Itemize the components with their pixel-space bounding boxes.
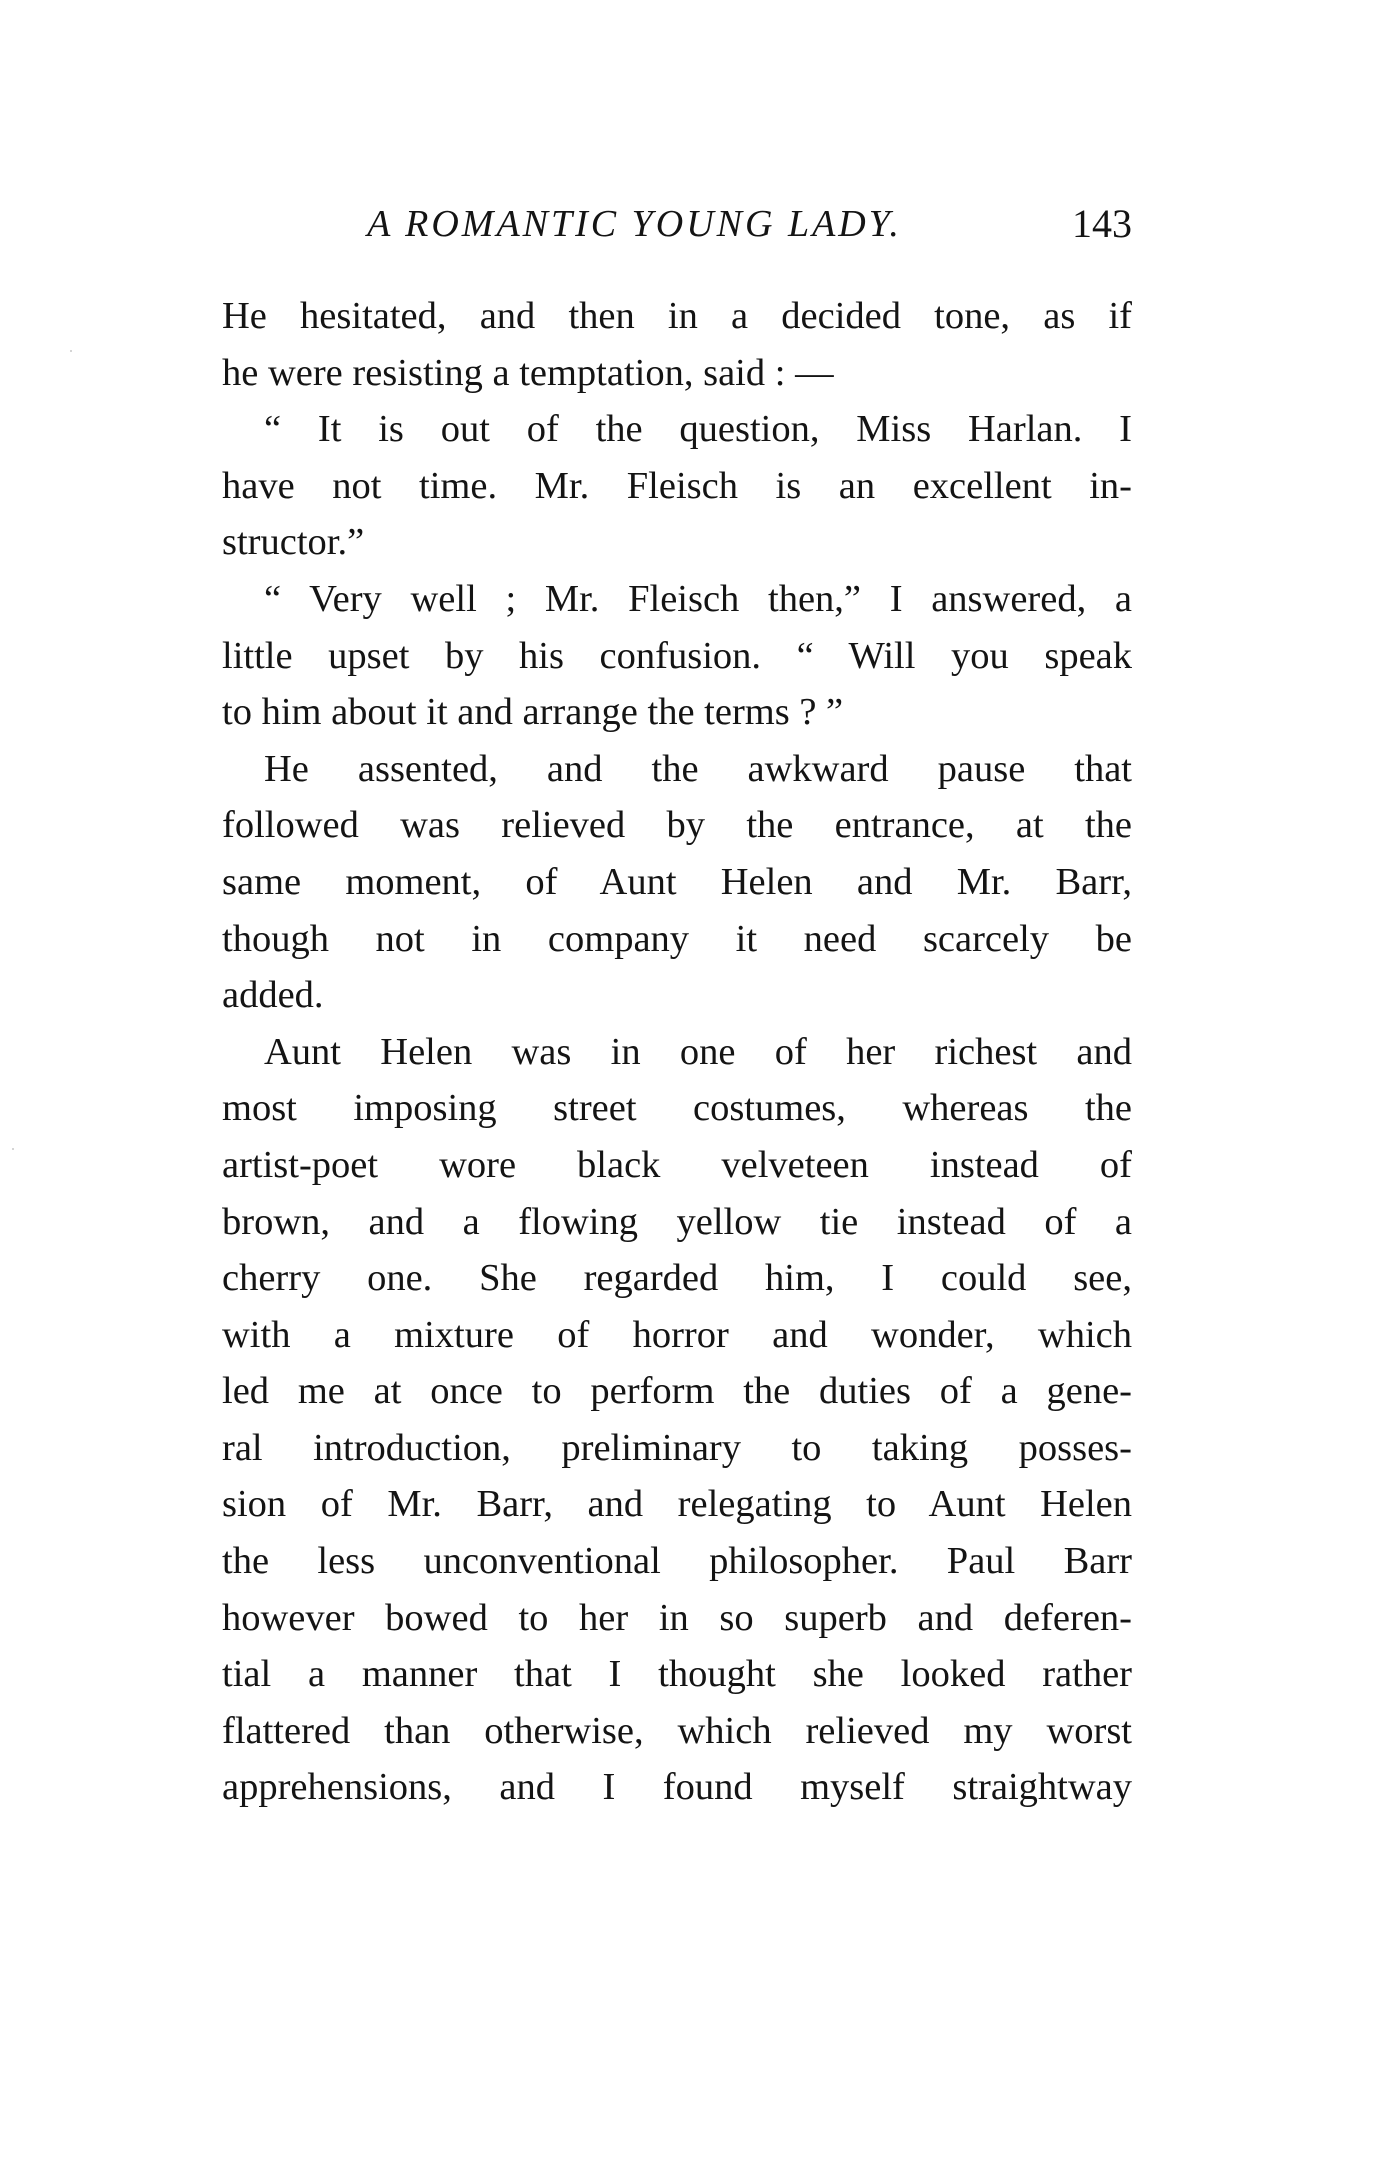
text-line: ral introduction, preliminary to taking posses-: [222, 1426, 1132, 1469]
text-line: however bowed to her in so superb and deferen-: [222, 1596, 1132, 1639]
paper-speck: [70, 350, 72, 352]
running-title: A ROMANTIC YOUNG LADY.: [367, 203, 902, 245]
text-line: cherry one. She regarded him, I could see,: [222, 1257, 1132, 1300]
text-line: He assented, and the awkward pause that: [264, 747, 1132, 790]
text-line: “ Very well ; Mr. Fleisch then,” I answered, a: [264, 577, 1132, 620]
text-line: same moment, of Aunt Helen and Mr. Barr,: [222, 860, 1132, 903]
page-number: 143: [1072, 201, 1132, 246]
text-line: sion of Mr. Barr, and relegating to Aunt Helen: [222, 1483, 1132, 1526]
text-line: though not in company it need scarcely be: [222, 917, 1132, 960]
text-line: brown, and a flowing yellow tie instead of a: [222, 1200, 1132, 1243]
text-line: artist-poet wore black velveteen instead of: [222, 1143, 1132, 1186]
text-line: led me at once to perform the duties of a gene-: [222, 1370, 1132, 1413]
text-line: with a mixture of horror and wonder, which: [222, 1313, 1132, 1356]
text-line: added.: [222, 974, 324, 1017]
paper-speck: [12, 1148, 14, 1150]
text-line: he were resisting a temptation, said : —: [222, 351, 834, 394]
text-line: “ It is out of the question, Miss Harlan. I: [264, 408, 1132, 451]
text-line: flattered than otherwise, which relieved my worst: [222, 1709, 1132, 1752]
text-line: He hesitated, and then in a decided tone, as if: [222, 295, 1132, 337]
text-line: have not time. Mr. Fleisch is an excellent in-: [222, 464, 1132, 507]
text-line: tial a manner that I thought she looked rather: [222, 1653, 1132, 1696]
text-line: the less unconventional philosopher. Paul Barr: [222, 1540, 1132, 1583]
text-line: followed was relieved by the entrance, at the: [222, 804, 1132, 847]
text-line: structor.”: [222, 521, 365, 564]
body-text: [222, 288, 1132, 1816]
text-line: to him about it and arrange the terms ? ”: [222, 691, 844, 734]
text-line: little upset by his confusion. “ Will you speak: [222, 634, 1132, 677]
text-line: apprehensions, and I found myself straightway: [222, 1766, 1132, 1809]
text-line: most imposing street costumes, whereas the: [222, 1087, 1132, 1130]
running-head: [222, 198, 1132, 250]
text-line: Aunt Helen was in one of her richest and: [264, 1030, 1132, 1073]
